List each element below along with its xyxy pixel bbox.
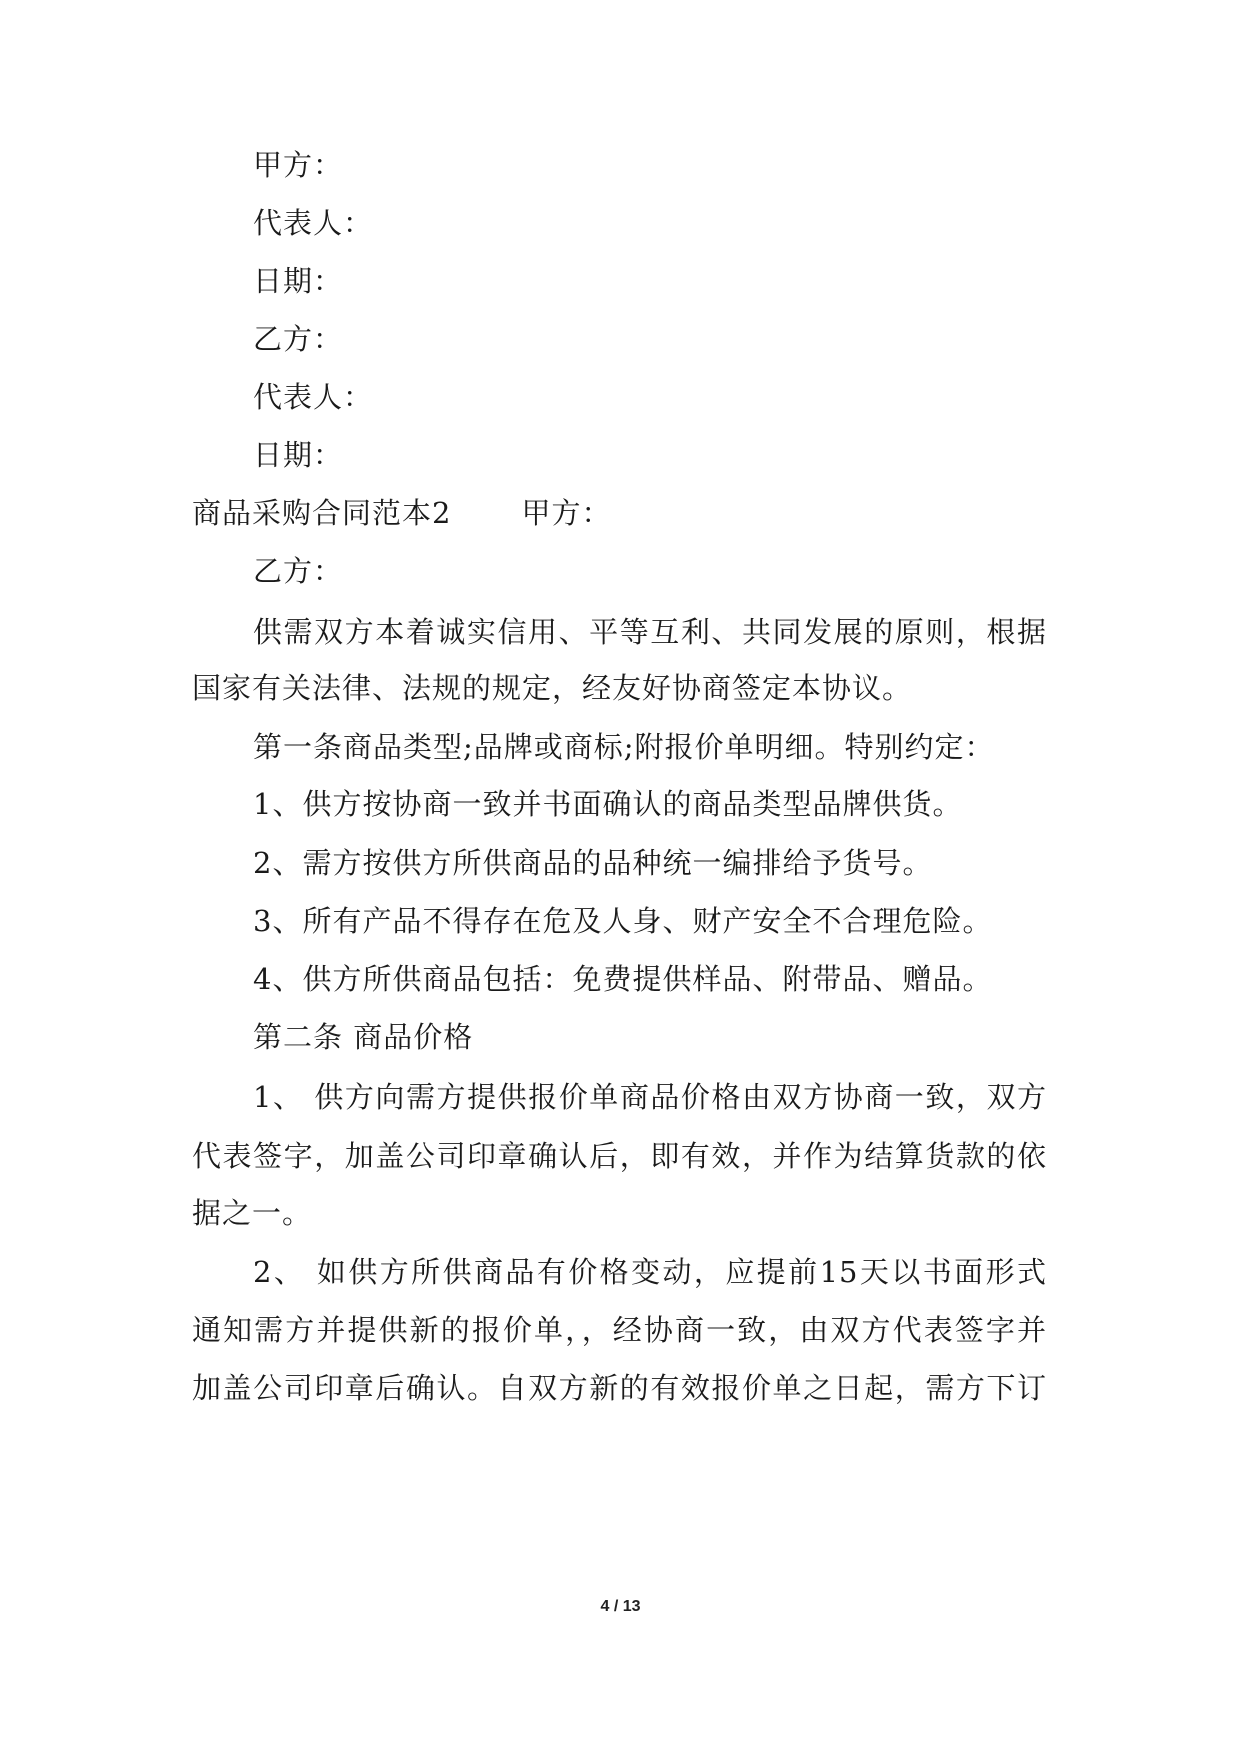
preamble-line-1: 供需双方本着诚实信用、平等互利、共同发展的原则，根据 [253,615,1047,649]
section-party-a-label: 甲方： [521,496,612,530]
article2-item1-line-3: 据之一。 [192,1196,313,1230]
date-b-label: 日期： [253,438,344,472]
article2-item1-line-2: 代表签字，加盖公司印章确认后，即有效，并作为结算货款的依 [192,1139,1047,1173]
representative-a-label: 代表人： [253,206,374,240]
article2-item2-line-3: 加盖公司印章后确认。自双方新的有效报价单之日起，需方下订 [192,1371,1047,1405]
party-b-label: 乙方： [253,322,344,356]
article1-item-4: 4、供方所供商品包括：免费提供样品、附带品、赠品。 [253,962,993,996]
page-indicator: 4 / 13 [600,1598,641,1615]
section-heading: 商品采购合同范本2 [192,496,452,530]
article2-item2-line-1: 2、 如供方所供商品有价格变动，应提前15天以书面形式 [253,1255,1047,1289]
section-party-b-label: 乙方： [253,554,344,588]
preamble-line-2: 国家有关法律、法规的规定，经友好协商签定本协议。 [192,671,913,705]
date-a-label: 日期： [253,264,344,298]
article2-item1-line-1: 1、 供方向需方提供报价单商品价格由双方协商一致，双方 [253,1080,1047,1114]
representative-b-label: 代表人： [253,380,374,414]
article1-item-1: 1、供方按协商一致并书面确认的商品类型品牌供货。 [253,787,963,821]
section-heading-line [192,495,611,531]
article2-title: 第二条 商品价格 [253,1020,474,1054]
article1-item-2: 2、需方按供方所供商品的品种统一编排给予货号。 [253,846,933,880]
article2-item2-line-2: 通知需方并提供新的报价单，，经协商一致，由双方代表签字并 [192,1313,1047,1347]
article1-item-3: 3、所有产品不得存在危及人身、财产安全不合理危险。 [253,904,993,938]
party-a-label: 甲方： [253,148,344,182]
article1-title: 第一条商品类型;品牌或商标;附报价单明细。特别约定： [253,730,995,764]
